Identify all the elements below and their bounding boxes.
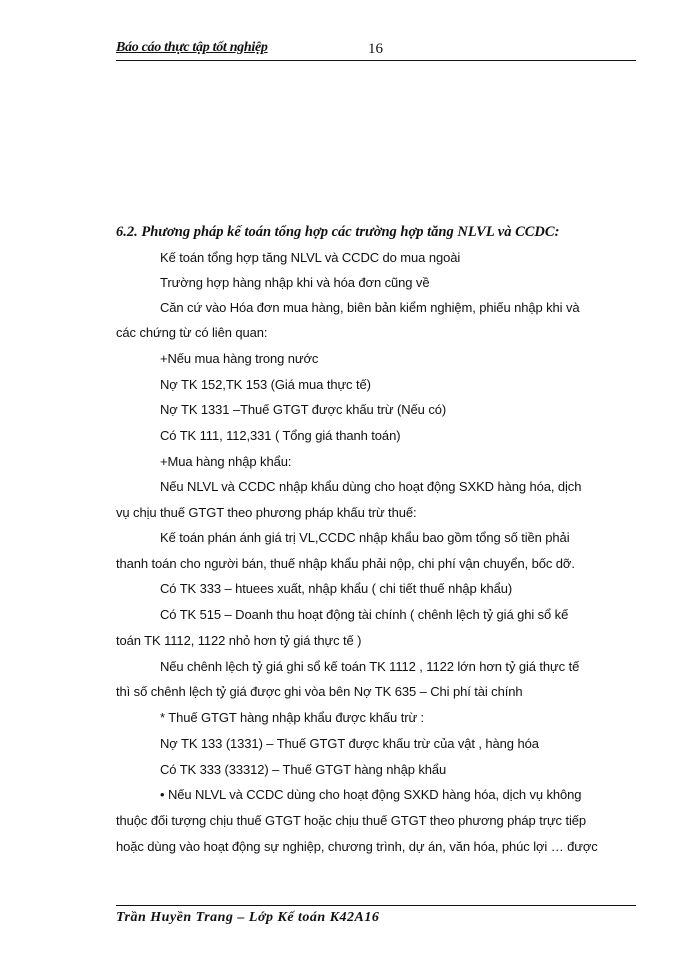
text-line: Nợ TK 133 (1331) – Thuế GTGT được khấu trừ của vật , hàng hóa [160,736,539,751]
text-line: Trường hợp hàng nhập khi và hóa đơn cũng về [160,275,430,290]
text-line: toán TK 1112, 1122 nhỏ hơn tỷ giá thực tế ) [116,633,362,648]
text-line: Kế toán tổng hợp tăng NLVL và CCDC do mua ngoài [160,250,461,265]
text-line: Có TK 333 (33312) – Thuế GTGT hàng nhập khẩu [160,762,447,777]
text-line: thì số chênh lệch tỷ giá được ghi vòa bên Nợ TK 635 – Chi phí tài chính [116,684,523,699]
text-line: Kế toán phán ánh giá trị VL,CCDC nhập khẩu bao gồm tổng số tiền phải [160,530,570,545]
text-line: các chứng từ có liên quan: [116,325,268,340]
text-line: Nợ TK 152,TK 153 (Giá mua thực tế) [160,377,371,392]
text-line: * Thuế GTGT hàng nhập khẩu được khấu trừ : [160,710,425,725]
text-line: thuộc đối tượng chịu thuế GTGT hoặc chịu thuế GTGT theo phương pháp trực tiếp [116,813,587,828]
text-line: vụ chịu thuế GTGT theo phương pháp khấu trừ thuế: [116,505,417,520]
page-number: 16 [368,41,383,57]
text-line: Nếu chênh lệch tỷ giá ghi sổ kế toán TK 1112 , 1122 lớn hơn tỷ giá thực tế [160,659,580,674]
text-line: Có TK 333 – htuees xuất, nhập khẩu ( chi tiết thuế nhập khẩu) [160,581,513,596]
text-line: Nợ TK 1331 –Thuế GTGT được khấu trừ (Nếu có) [160,402,447,417]
footer-author: Trần Huyền Trang – Lớp Kế toán K42A16 [116,910,380,925]
text-line: hoặc dùng vào hoạt động sự nghiệp, chương trình, dự án, văn hóa, phúc lợi … được [116,839,598,854]
page-footer [116,905,636,925]
header-title: Báo cáo thực tập tốt nghiệp [116,40,268,55]
text-line: Có TK 111, 112,331 ( Tổng giá thanh toán) [160,428,401,443]
text-line: +Mua hàng nhập khẩu: [160,454,292,469]
text-line: Căn cứ vào Hóa đơn mua hàng, biên bản kiểm nghiệm, phiếu nhập khi và [160,300,580,315]
text-line: Nếu NLVL và CCDC nhập khẩu dùng cho hoạt động SXKD hàng hóa, dịch [160,479,582,494]
text-line: thanh toán cho người bán, thuế nhập khẩu phải nộp, chi phí vận chuyển, bốc dỡ. [116,556,575,571]
text-line: +Nếu mua hàng trong nước [160,351,319,366]
text-line: Có TK 515 – Doanh thu hoạt động tài chính ( chênh lệch tỷ giá ghi sổ kế [160,607,569,622]
text-line: • Nếu NLVL và CCDC dùng cho hoạt động SXKD hàng hóa, dịch vụ không [160,787,582,802]
page-header [116,40,636,61]
section-heading: 6.2. Phương pháp kế toán tổng hợp các trường hợp tăng NLVL và CCDC: [116,224,560,240]
